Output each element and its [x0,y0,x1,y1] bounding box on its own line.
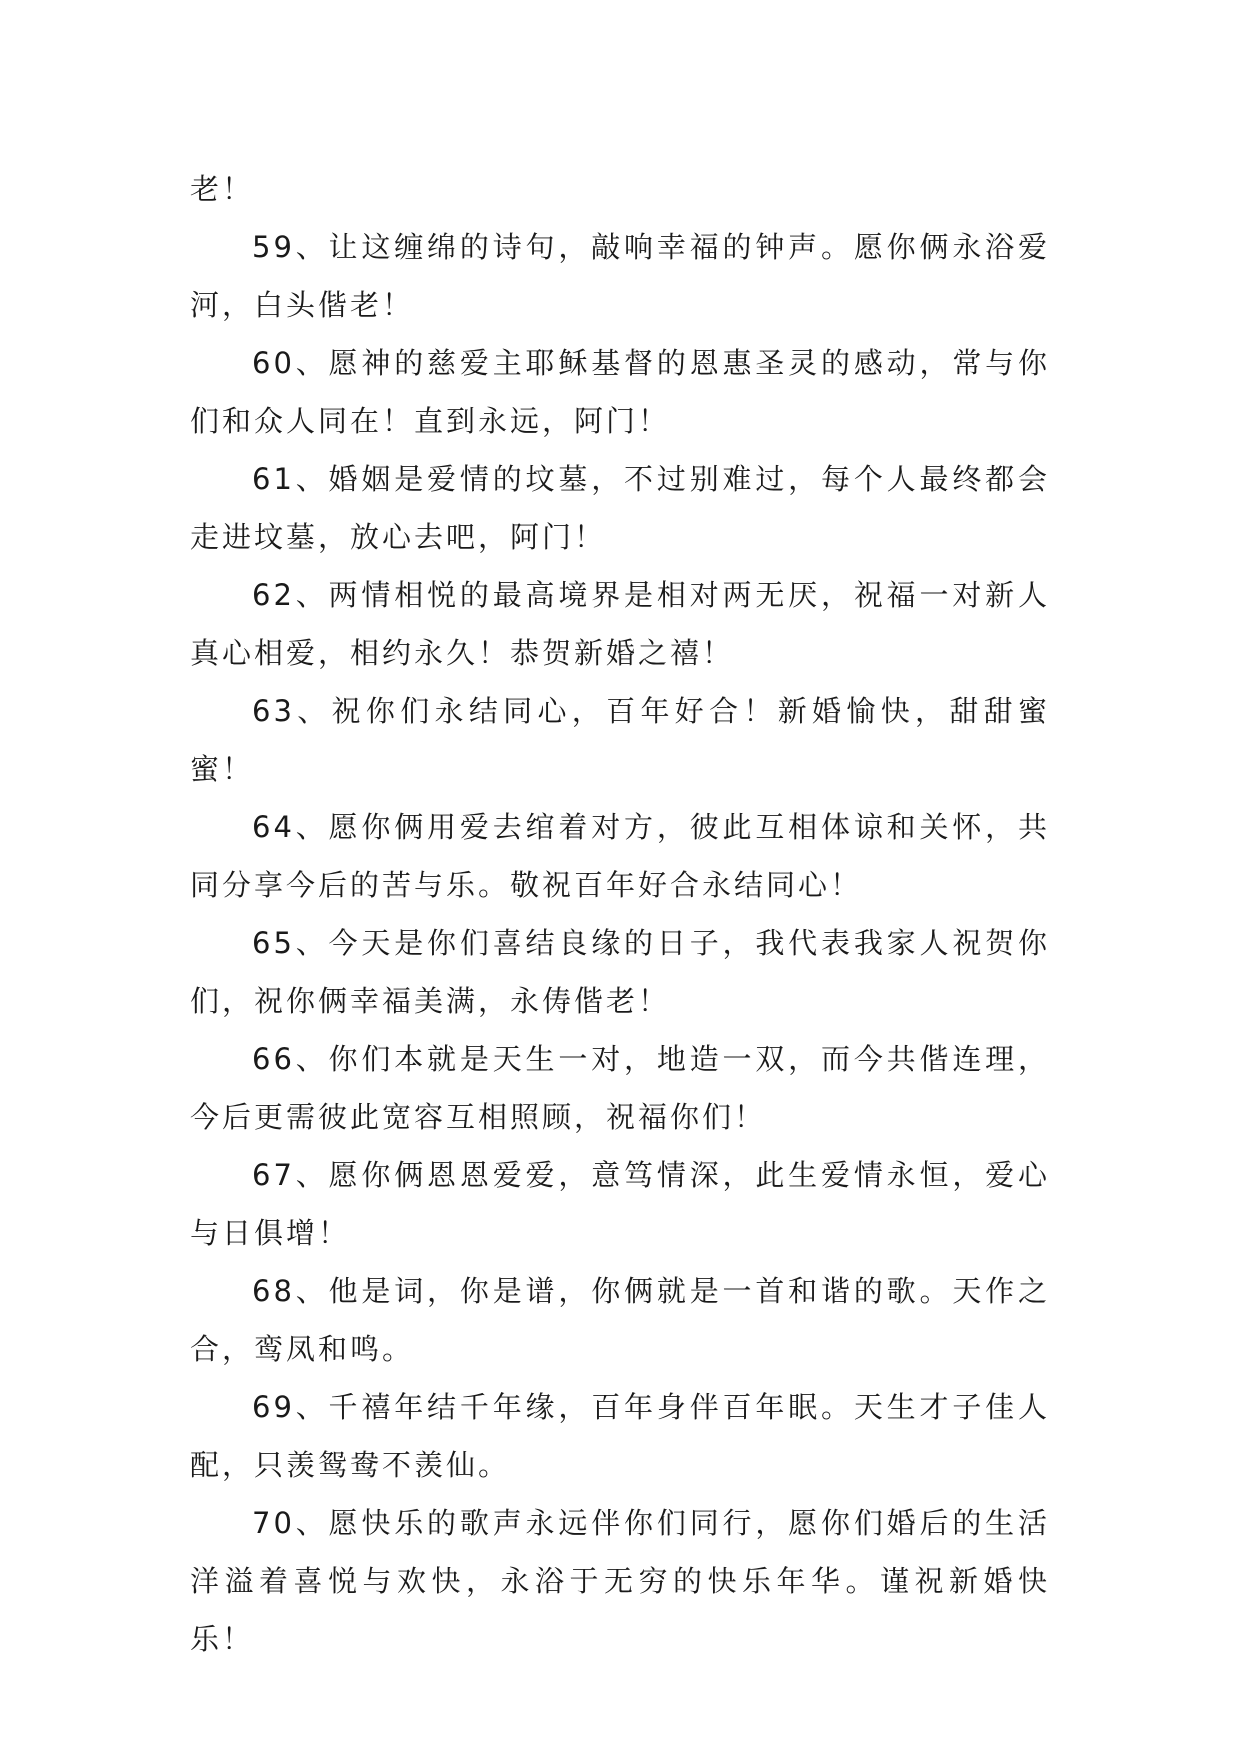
paragraph-65: 65、今天是你们喜结良缘的日子，我代表我家人祝贺你们，祝你俩幸福美满，永俦偕老！ [190,926,1050,1018]
paragraph-68: 68、他是词，你是谱，你俩就是一首和谐的歌。天作之合，鸾凤和鸣。 [190,1274,1050,1366]
paragraph-59: 59、让这缠绵的诗句，敲响幸福的钟声。愿你俩永浴爱河，白头偕老！ [190,230,1050,322]
document-page [190,160,1050,1668]
paragraph-60: 60、愿神的慈爱主耶稣基督的恩惠圣灵的感动，常与你们和众人同在！直到永远，阿门！ [190,346,1050,438]
paragraph-70: 70、愿快乐的歌声永远伴你们同行，愿你们婚后的生活洋溢着喜悦与欢快，永浴于无穷的快乐年华。谨祝新婚快乐！ [190,1506,1050,1656]
paragraph-66: 66、你们本就是天生一对，地造一双，而今共偕连理，今后更需彼此宽容互相照顾，祝福你们！ [190,1042,1050,1134]
paragraph-64: 64、愿你俩用爱去绾着对方，彼此互相体谅和关怀，共同分享今后的苦与乐。敬祝百年好合永结同心！ [190,810,1050,902]
paragraph-69: 69、千禧年结千年缘，百年身伴百年眠。天生才子佳人配，只羡鸳鸯不羡仙。 [190,1390,1050,1482]
paragraph-continuation: 老！ [190,172,255,206]
paragraph-63: 63、祝你们永结同心，百年好合！新婚愉快，甜甜蜜蜜！ [190,694,1050,786]
paragraph-61: 61、婚姻是爱情的坟墓，不过别难过，每个人最终都会走进坟墓，放心去吧，阿门！ [190,462,1050,554]
paragraph-67: 67、愿你俩恩恩爱爱，意笃情深，此生爱情永恒，爱心与日俱增！ [190,1158,1050,1250]
paragraph-62: 62、两情相悦的最高境界是相对两无厌，祝福一对新人真心相爱，相约永久！恭贺新婚之禧！ [190,578,1050,670]
